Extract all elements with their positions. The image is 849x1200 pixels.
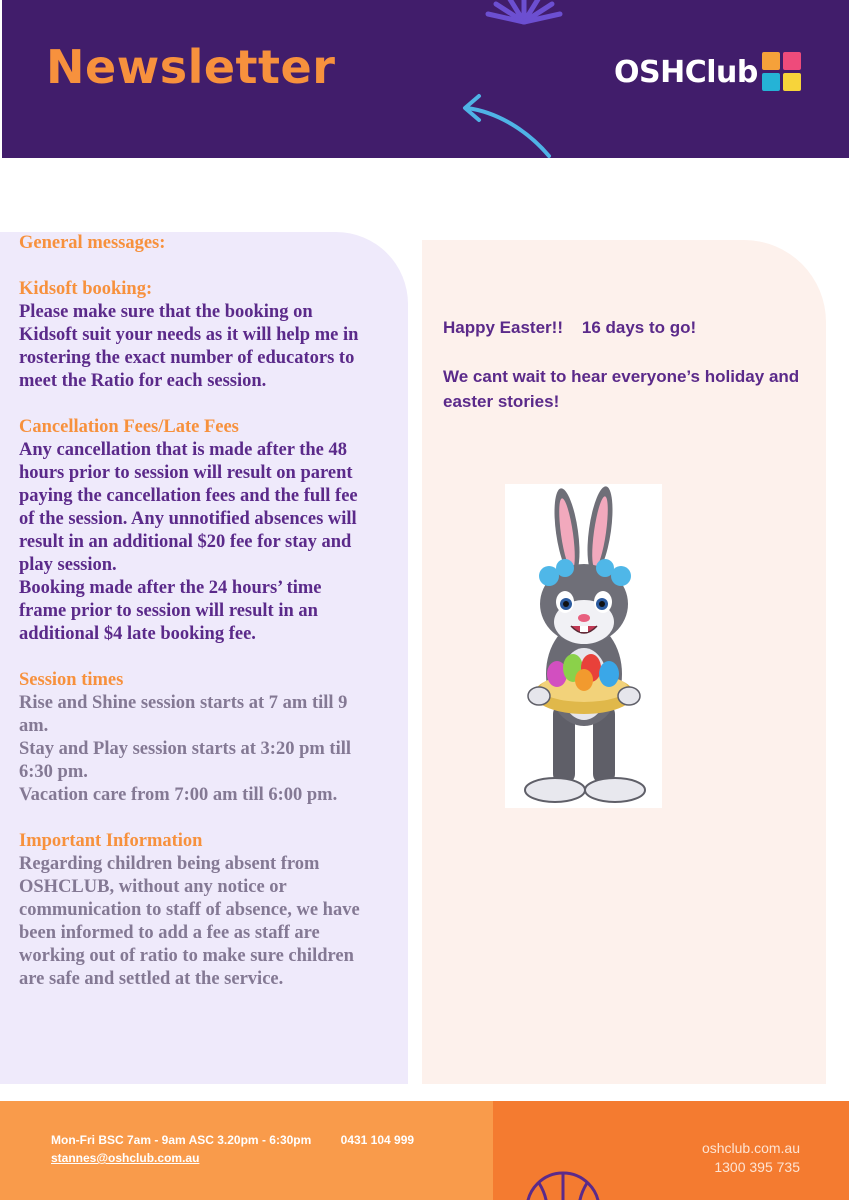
footer-hours: Mon-Fri BSC 7am - 9am ASC 3.20pm - 6:30pm bbox=[51, 1133, 312, 1147]
footer-website-info bbox=[702, 1139, 800, 1177]
footer-brand-area bbox=[493, 1101, 849, 1200]
fees-heading: Cancellation Fees/Late Fees bbox=[19, 417, 239, 437]
easter-text bbox=[443, 316, 803, 414]
session-rise-and-shine: Rise and Shine session starts at 7 am till 9 am. bbox=[19, 693, 348, 736]
footer-phone: 0431 104 999 bbox=[340, 1133, 415, 1147]
curved-arrow-icon bbox=[457, 90, 567, 158]
easter-countdown: Happy Easter!! 16 days to go! bbox=[443, 318, 697, 337]
footer bbox=[0, 1101, 849, 1200]
holiday-stories-message: We cant wait to hear everyone’s holiday and easter stories! bbox=[443, 367, 800, 411]
important-info-heading: Important Information bbox=[19, 831, 203, 851]
newsletter-title: Newsletter bbox=[46, 40, 336, 94]
logo-text: OSHClub bbox=[614, 54, 758, 90]
easter-bunny-illustration bbox=[505, 484, 662, 808]
burst-icon bbox=[482, 0, 566, 32]
footer-contact bbox=[51, 1131, 414, 1167]
session-stay-and-play: Stay and Play session starts at 3:20 pm till 6:30 pm. bbox=[19, 739, 351, 782]
basketball-icon bbox=[523, 1169, 603, 1200]
fees-body-late-booking: Booking made after the 24 hours’ time frame prior to session will result in an additional $4 late booking fee. bbox=[19, 578, 322, 644]
kidsoft-heading: Kidsoft booking: bbox=[19, 279, 153, 299]
header-banner bbox=[2, 0, 849, 158]
footer-email-link[interactable]: stannes@oshclub.com.au bbox=[51, 1151, 200, 1165]
oshclub-logo bbox=[614, 52, 802, 92]
footer-website: oshclub.com.au bbox=[701, 1140, 800, 1156]
important-info-body: Regarding children being absent from OSHCLUB, without any notice or communication to staff of absence, we have been informed to add a fee as staff are working out of ratio to make sure children are safe and settled at the service. bbox=[19, 854, 360, 989]
oshclub-logo-icon bbox=[762, 52, 802, 92]
general-messages-heading: General messages: bbox=[19, 233, 166, 253]
session-vacation-care: Vacation care from 7:00 am till 6:00 pm. bbox=[19, 785, 338, 805]
kidsoft-body: Please make sure that the booking on Kidsoft suit your needs as it will help me in rostering the exact number of educators to meet the Ratio for each session. bbox=[19, 302, 359, 391]
fees-body-cancellation: Any cancellation that is made after the 48 hours prior to session will result on parent paying the cancellation fees and the full fee of the session. Any unnotified absences will result in an additional $20 fee for stay and play session. bbox=[19, 440, 358, 575]
session-times-heading: Session times bbox=[19, 670, 124, 690]
messages-content bbox=[19, 232, 369, 991]
footer-main-phone: 1300 395 735 bbox=[714, 1159, 800, 1175]
